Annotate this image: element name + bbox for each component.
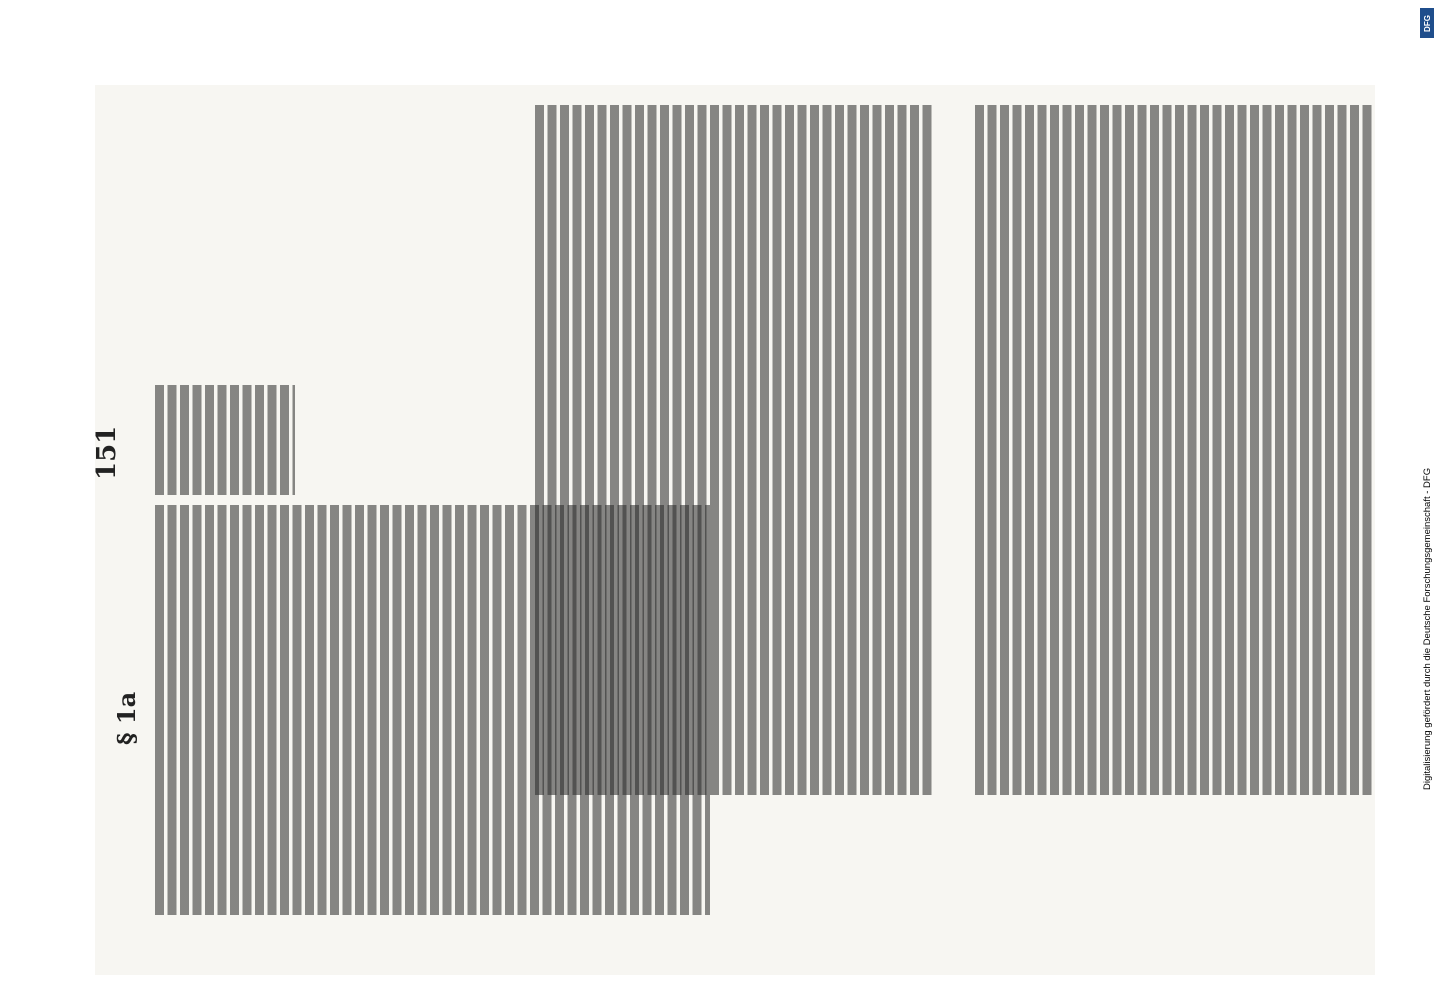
page-number: 151 (92, 425, 122, 480)
dfg-logo: DFG (1420, 8, 1434, 38)
scanned-page (95, 85, 1375, 975)
text-column-intro (155, 385, 295, 495)
text-column-right (975, 105, 1375, 795)
section-heading: § 1a (112, 691, 141, 745)
text-column-middle (535, 105, 935, 795)
digitization-credit: Digitalisierung gefördert durch die Deutsche Forschungsgemeinschaft - DFG (1422, 467, 1433, 790)
